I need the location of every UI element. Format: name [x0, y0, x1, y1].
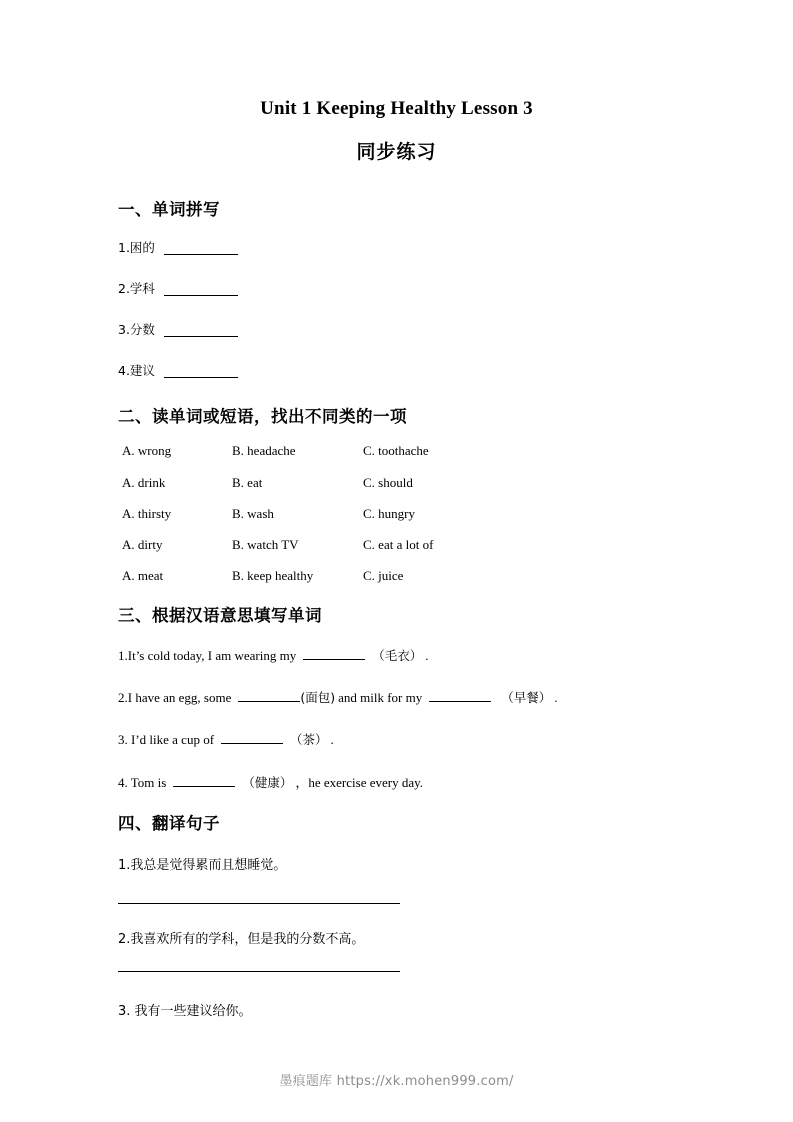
fill-item-3-blank[interactable] — [221, 732, 283, 744]
page-subtitle: 同步练习 — [356, 141, 437, 163]
fill-item-2 — [118, 688, 558, 706]
choice-option-c[interactable]: C. toothache — [363, 443, 429, 458]
spelling-item-1-blank[interactable] — [164, 243, 238, 255]
fill-item-1-hint: （毛衣） — [372, 648, 423, 663]
translate-item-1: 1.我总是觉得累而且想睡觉。 — [118, 858, 287, 873]
choice-row-3 — [0, 506, 793, 524]
fill-item-3-hint: （茶） — [290, 732, 328, 747]
fill-item-2-text-mid: and milk for my — [338, 690, 423, 705]
choice-option-c[interactable]: C. juice — [363, 568, 404, 583]
fill-item-1 — [118, 646, 429, 664]
spelling-item-2 — [118, 282, 238, 296]
fill-item-4-text: 4. Tom is — [118, 775, 167, 790]
spelling-item-4 — [118, 364, 238, 378]
fill-item-3 — [118, 730, 334, 748]
spelling-item-3-blank[interactable] — [164, 325, 238, 337]
footer-url: https://xk.mohen999.com/ — [336, 1074, 514, 1089]
fill-item-4-hint: （健康） — [242, 775, 293, 790]
choice-option-a[interactable]: A. meat — [122, 568, 164, 583]
choice-option-a[interactable]: A. drink — [122, 475, 166, 490]
spelling-item-3-label: 3.分数 — [118, 322, 155, 337]
spelling-item-3 — [118, 323, 238, 337]
fill-item-1-blank[interactable] — [303, 648, 365, 660]
choice-option-b[interactable]: B. keep healthy — [232, 568, 314, 583]
choice-option-c[interactable]: C. eat a lot of — [363, 537, 434, 552]
choice-row-5 — [0, 568, 793, 586]
fill-item-2-hint-2: （早餐） — [501, 690, 552, 705]
spelling-item-2-label: 2.学科 — [118, 281, 155, 296]
fill-item-4 — [118, 772, 423, 791]
footer-brand: 墨痕题库 — [279, 1074, 333, 1089]
choice-row-2 — [0, 475, 793, 493]
choice-option-a[interactable]: A. wrong — [122, 443, 172, 458]
fill-item-2-blank-2[interactable] — [429, 690, 491, 702]
footer-watermark — [0, 1070, 793, 1089]
choice-option-a[interactable]: A. dirty — [122, 537, 163, 552]
fill-item-2-punct: . — [554, 690, 558, 705]
spelling-item-4-label: 4.建议 — [118, 363, 155, 378]
translate-answer-line-2[interactable] — [118, 971, 400, 972]
section-heading-2: 二、读单词或短语，找出不同类的一项 — [118, 407, 407, 426]
choice-option-c[interactable]: C. should — [363, 475, 413, 490]
spelling-item-1-label: 1.困的 — [118, 240, 155, 255]
translate-item-2: 2.我喜欢所有的学科，但是我的分数不高。 — [118, 932, 365, 947]
choice-option-b[interactable]: B. watch TV — [232, 537, 299, 552]
spelling-item-4-blank[interactable] — [164, 366, 238, 378]
fill-item-3-punct: . — [330, 732, 334, 747]
fill-item-4-blank[interactable] — [173, 775, 235, 787]
choice-row-4 — [0, 537, 793, 555]
choice-row-1 — [0, 443, 793, 461]
section-heading-1: 一、单词拼写 — [118, 200, 220, 219]
fill-item-1-text: 1.It’s cold today, I am wearing my — [118, 648, 297, 663]
section-heading-4: 四、翻译句子 — [118, 814, 220, 833]
fill-item-2-text: 2.I have an egg, some — [118, 690, 232, 705]
fill-item-2-blank-1[interactable] — [238, 690, 300, 702]
choice-option-a[interactable]: A. thirsty — [122, 506, 172, 521]
choice-option-b[interactable]: B. eat — [232, 475, 263, 490]
section-heading-3: 三、根据汉语意思填写单词 — [118, 606, 322, 625]
translate-answer-line-1[interactable] — [118, 903, 400, 904]
spelling-item-1 — [118, 241, 238, 255]
translate-item-3: 3. 我有一些建议给你。 — [118, 1004, 252, 1019]
fill-item-1-punct: . — [425, 648, 429, 663]
choice-option-b[interactable]: B. headache — [232, 443, 296, 458]
choice-option-c[interactable]: C. hungry — [363, 506, 415, 521]
page-title: Unit 1 Keeping Healthy Lesson 3 — [260, 98, 533, 119]
fill-item-2-hint-1: (面包) — [300, 690, 336, 705]
fill-item-4-tail: ，he exercise every day. — [295, 775, 424, 790]
fill-item-3-text: 3. I’d like a cup of — [118, 732, 215, 747]
spelling-item-2-blank[interactable] — [164, 284, 238, 296]
choice-option-b[interactable]: B. wash — [232, 506, 274, 521]
